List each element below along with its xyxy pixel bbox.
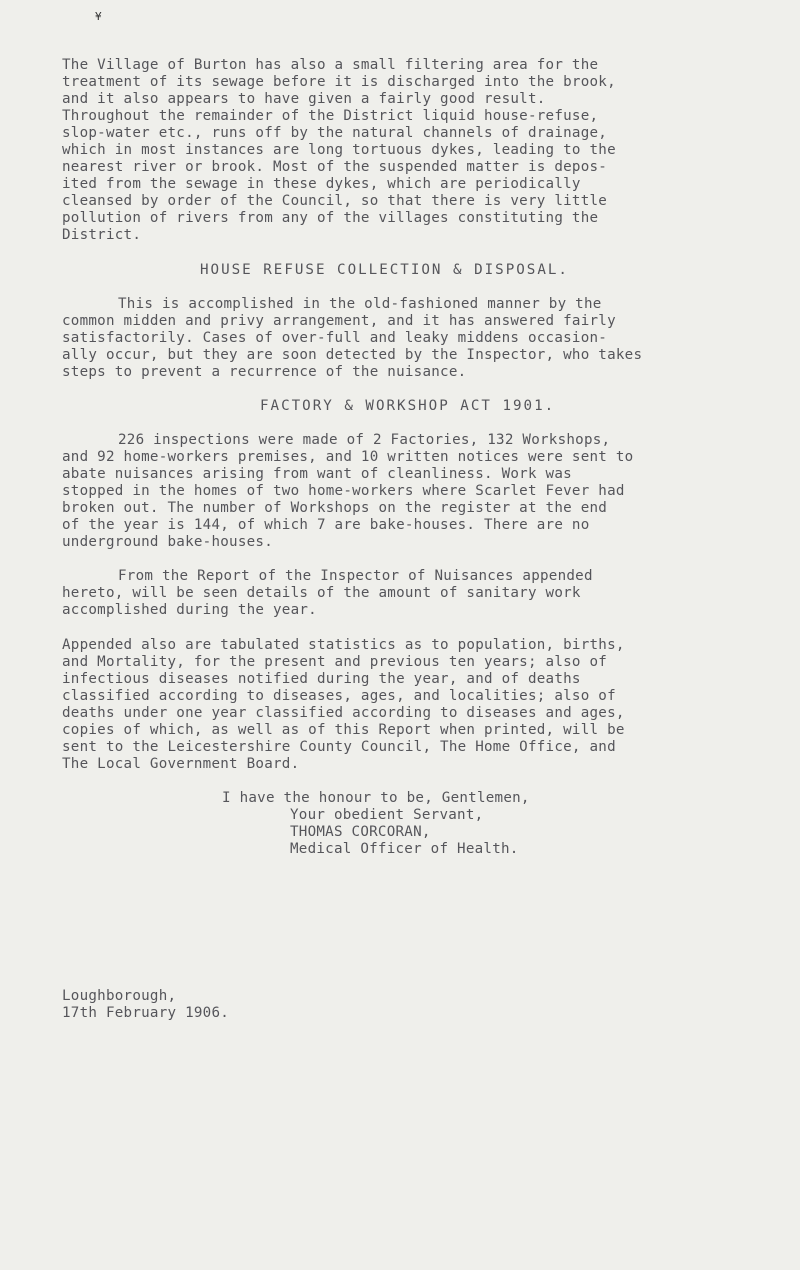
corner-mark: ¥ xyxy=(95,10,102,23)
text-line: and it also appears to have given a fairly good result. xyxy=(62,91,546,107)
date-line: 17th February 1906. xyxy=(62,1005,230,1021)
text-line: The Village of Burton has also a small filtering area for the xyxy=(62,57,599,73)
text-line: ally occur, but they are soon detected by the Inspector, who takes xyxy=(62,347,643,363)
text-line: pollution of rivers from any of the villages constituting the xyxy=(62,210,599,226)
text-line: District. xyxy=(62,227,142,243)
text-line: common midden and privy arrangement, and it has answered fairly xyxy=(62,313,616,329)
text-line: steps to prevent a recurrence of the nuisance. xyxy=(62,364,467,380)
text-line: classified according to diseases, ages, and localities; also of xyxy=(62,688,616,704)
closing-line: I have the honour to be, Gentlemen, xyxy=(222,790,530,806)
closing-line: Your obedient Servant, xyxy=(290,807,484,823)
text-line: and 92 home-workers premises, and 10 written notices were sent to xyxy=(62,449,634,465)
signatory-name: THOMAS CORCORAN, xyxy=(290,824,431,840)
text-line: stopped in the homes of two home-workers where Scarlet Fever had xyxy=(62,483,625,499)
text-line: 226 inspections were made of 2 Factories, 132 Workshops, xyxy=(118,432,611,448)
text-line: Appended also are tabulated statistics as to population, births, xyxy=(62,637,625,653)
text-line: abate nuisances arising from want of cleanliness. Work was xyxy=(62,466,572,482)
text-line: nearest river or brook. Most of the suspended matter is depos- xyxy=(62,159,608,175)
section-heading-factory: FACTORY & WORKSHOP ACT 1901. xyxy=(260,398,556,414)
text-line: From the Report of the Inspector of Nuisances appended xyxy=(118,568,593,584)
text-line: This is accomplished in the old-fashioned manner by the xyxy=(118,296,602,312)
text-line: satisfactorily. Cases of over-full and leaky middens occasion- xyxy=(62,330,608,346)
text-line: Throughout the remainder of the District liquid house-refuse, xyxy=(62,108,599,124)
text-line: hereto, will be seen details of the amount of sanitary work xyxy=(62,585,581,601)
text-line: copies of which, as well as of this Report when printed, will be xyxy=(62,722,625,738)
section-heading-refuse: HOUSE REFUSE COLLECTION & DISPOSAL. xyxy=(200,262,569,278)
text-line: accomplished during the year. xyxy=(62,602,317,618)
text-line: and Mortality, for the present and previous ten years; also of xyxy=(62,654,608,670)
text-line: slop-water etc., runs off by the natural channels of drainage, xyxy=(62,125,608,141)
text-line: which in most instances are long tortuous dykes, leading to the xyxy=(62,142,616,158)
signatory-title: Medical Officer of Health. xyxy=(290,841,519,857)
place-line: Loughborough, xyxy=(62,988,177,1004)
text-line: infectious diseases notified during the year, and of deaths xyxy=(62,671,581,687)
text-line: ited from the sewage in these dykes, which are periodically xyxy=(62,176,581,192)
text-line: The Local Government Board. xyxy=(62,756,300,772)
text-line: cleansed by order of the Council, so that there is very little xyxy=(62,193,608,209)
text-line: broken out. The number of Workshops on the register at the end xyxy=(62,500,608,516)
text-line: treatment of its sewage before it is discharged into the brook, xyxy=(62,74,616,90)
text-line: underground bake-houses. xyxy=(62,534,273,550)
text-line: sent to the Leicestershire County Council, The Home Office, and xyxy=(62,739,616,755)
text-line: of the year is 144, of which 7 are bake-houses. There are no xyxy=(62,517,590,533)
text-line: deaths under one year classified according to diseases and ages, xyxy=(62,705,625,721)
